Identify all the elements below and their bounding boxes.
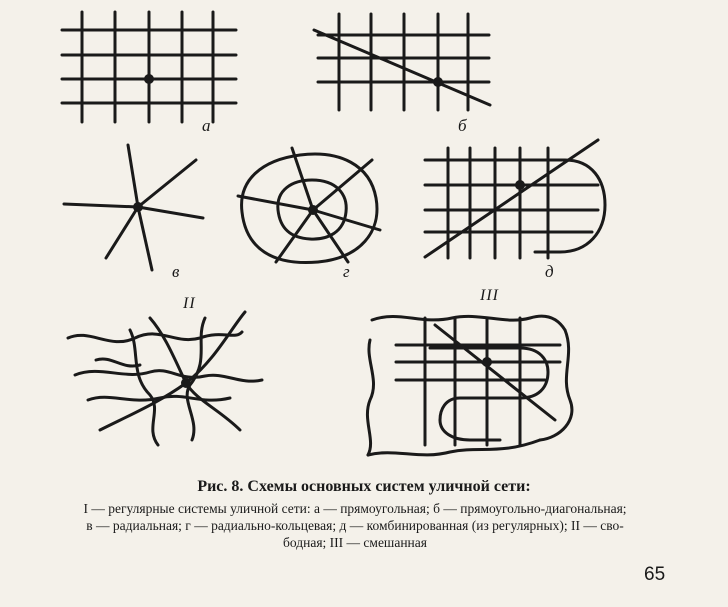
center-node [482, 357, 492, 367]
page-number: 65 [644, 564, 666, 585]
caption-line-3: бодная; III — смешанная [283, 535, 427, 550]
caption-title: Рис. 8. Схемы основных систем уличной сети: [197, 478, 531, 495]
scheme-free [68, 312, 262, 445]
caption-body [0, 500, 710, 551]
scheme-combined [425, 140, 605, 258]
center-node [144, 74, 154, 84]
center-node [181, 378, 191, 388]
scheme-rectangular [62, 12, 236, 122]
caption-line-1: I — регулярные системы уличной сети: а — прямоугольная; б — прямоугольно-диагональная; [83, 501, 627, 516]
center-node [515, 180, 525, 190]
label-a: а [202, 116, 211, 135]
center-node [308, 205, 318, 215]
scheme-radial [64, 145, 203, 270]
scheme-rectangular-diagonal [314, 14, 490, 110]
scheme-radial-ring [238, 148, 380, 263]
label-g: г [343, 262, 350, 281]
label-III: III [480, 287, 499, 304]
scheme-mixed [367, 316, 572, 455]
center-node [433, 77, 443, 87]
label-d: д [545, 262, 554, 281]
label-II: II [183, 295, 196, 312]
caption-line-2: в — радиальная; г — радиально-кольцевая; д — комбинированная (из регулярных); II — сво- [86, 518, 624, 533]
label-v: в [172, 262, 180, 281]
label-b: б [458, 116, 467, 135]
center-node [133, 202, 143, 212]
